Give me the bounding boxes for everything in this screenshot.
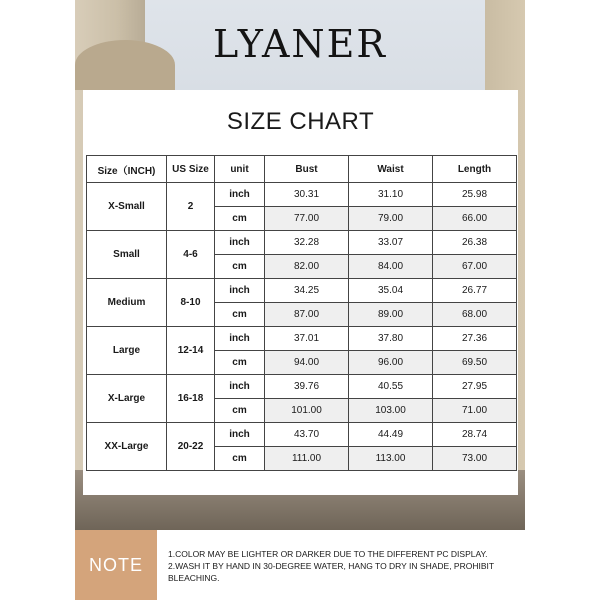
length-cell: 27.95 xyxy=(433,375,517,399)
length-cell: 69.50 xyxy=(433,351,517,375)
unit-cell: inch xyxy=(215,231,265,255)
length-cell: 27.36 xyxy=(433,327,517,351)
us-size-cell: 2 xyxy=(167,183,215,231)
page-title: SIZE CHART xyxy=(226,108,375,135)
waist-cell: 103.00 xyxy=(349,399,433,423)
note-line: 1.COLOR MAY BE LIGHTER OR DARKER DUE TO THE DIFFERENT PC DISPLAY. xyxy=(168,549,488,559)
header-waist: Waist xyxy=(349,156,433,183)
waist-cell: 96.00 xyxy=(349,351,433,375)
header-unit: unit xyxy=(215,156,265,183)
table-row xyxy=(87,231,517,255)
unit-cell: inch xyxy=(215,375,265,399)
bust-cell: 77.00 xyxy=(265,207,349,231)
waist-cell: 79.00 xyxy=(349,207,433,231)
bust-cell: 39.76 xyxy=(265,375,349,399)
unit-cell: inch xyxy=(215,327,265,351)
us-size-cell: 4-6 xyxy=(167,231,215,279)
bust-cell: 32.28 xyxy=(265,231,349,255)
bust-cell: 30.31 xyxy=(265,183,349,207)
table-row xyxy=(87,423,517,447)
length-cell: 71.00 xyxy=(433,399,517,423)
unit-cell: cm xyxy=(215,255,265,279)
table-header-row xyxy=(87,156,517,183)
note-label: NOTE xyxy=(75,530,157,600)
length-cell: 25.98 xyxy=(433,183,517,207)
unit-cell: cm xyxy=(215,351,265,375)
table-row xyxy=(87,375,517,399)
unit-cell: cm xyxy=(215,447,265,471)
table-row xyxy=(87,279,517,303)
size-name-cell: Large xyxy=(87,327,167,375)
us-size-cell: 20-22 xyxy=(167,423,215,471)
size-name-cell: Small xyxy=(87,231,167,279)
length-cell: 66.00 xyxy=(433,207,517,231)
length-cell: 68.00 xyxy=(433,303,517,327)
size-table xyxy=(86,155,517,471)
unit-cell: inch xyxy=(215,279,265,303)
waist-cell: 33.07 xyxy=(349,231,433,255)
brand-logo: LYANER xyxy=(213,22,387,66)
header-size: Size（INCH) xyxy=(87,156,167,183)
header-length: Length xyxy=(433,156,517,183)
bust-cell: 87.00 xyxy=(265,303,349,327)
waist-cell: 31.10 xyxy=(349,183,433,207)
size-name-cell: X-Small xyxy=(87,183,167,231)
waist-cell: 37.80 xyxy=(349,327,433,351)
us-size-cell: 8-10 xyxy=(167,279,215,327)
bust-cell: 34.25 xyxy=(265,279,349,303)
header-bust: Bust xyxy=(265,156,349,183)
size-chart-panel xyxy=(83,90,518,495)
bust-cell: 101.00 xyxy=(265,399,349,423)
note-line: 2.WASH IT BY HAND IN 30-DEGREE WATER, HANG TO DRY IN SHADE, PROHIBIT BLEACHING. xyxy=(168,561,494,583)
length-cell: 28.74 xyxy=(433,423,517,447)
note-text xyxy=(168,548,528,584)
bust-cell: 82.00 xyxy=(265,255,349,279)
us-size-cell: 12-14 xyxy=(167,327,215,375)
length-cell: 73.00 xyxy=(433,447,517,471)
unit-cell: cm xyxy=(215,303,265,327)
us-size-cell: 16-18 xyxy=(167,375,215,423)
waist-cell: 84.00 xyxy=(349,255,433,279)
waist-cell: 35.04 xyxy=(349,279,433,303)
bust-cell: 43.70 xyxy=(265,423,349,447)
length-cell: 26.38 xyxy=(433,231,517,255)
length-cell: 67.00 xyxy=(433,255,517,279)
bust-cell: 37.01 xyxy=(265,327,349,351)
unit-cell: cm xyxy=(215,207,265,231)
size-name-cell: XX-Large xyxy=(87,423,167,471)
waist-cell: 44.49 xyxy=(349,423,433,447)
bust-cell: 94.00 xyxy=(265,351,349,375)
waist-cell: 40.55 xyxy=(349,375,433,399)
size-name-cell: Medium xyxy=(87,279,167,327)
unit-cell: inch xyxy=(215,183,265,207)
bust-cell: 111.00 xyxy=(265,447,349,471)
table-row xyxy=(87,183,517,207)
header-us-size: US Size xyxy=(167,156,215,183)
waist-cell: 113.00 xyxy=(349,447,433,471)
unit-cell: cm xyxy=(215,399,265,423)
waist-cell: 89.00 xyxy=(349,303,433,327)
table-row xyxy=(87,327,517,351)
length-cell: 26.77 xyxy=(433,279,517,303)
size-name-cell: X-Large xyxy=(87,375,167,423)
unit-cell: inch xyxy=(215,423,265,447)
